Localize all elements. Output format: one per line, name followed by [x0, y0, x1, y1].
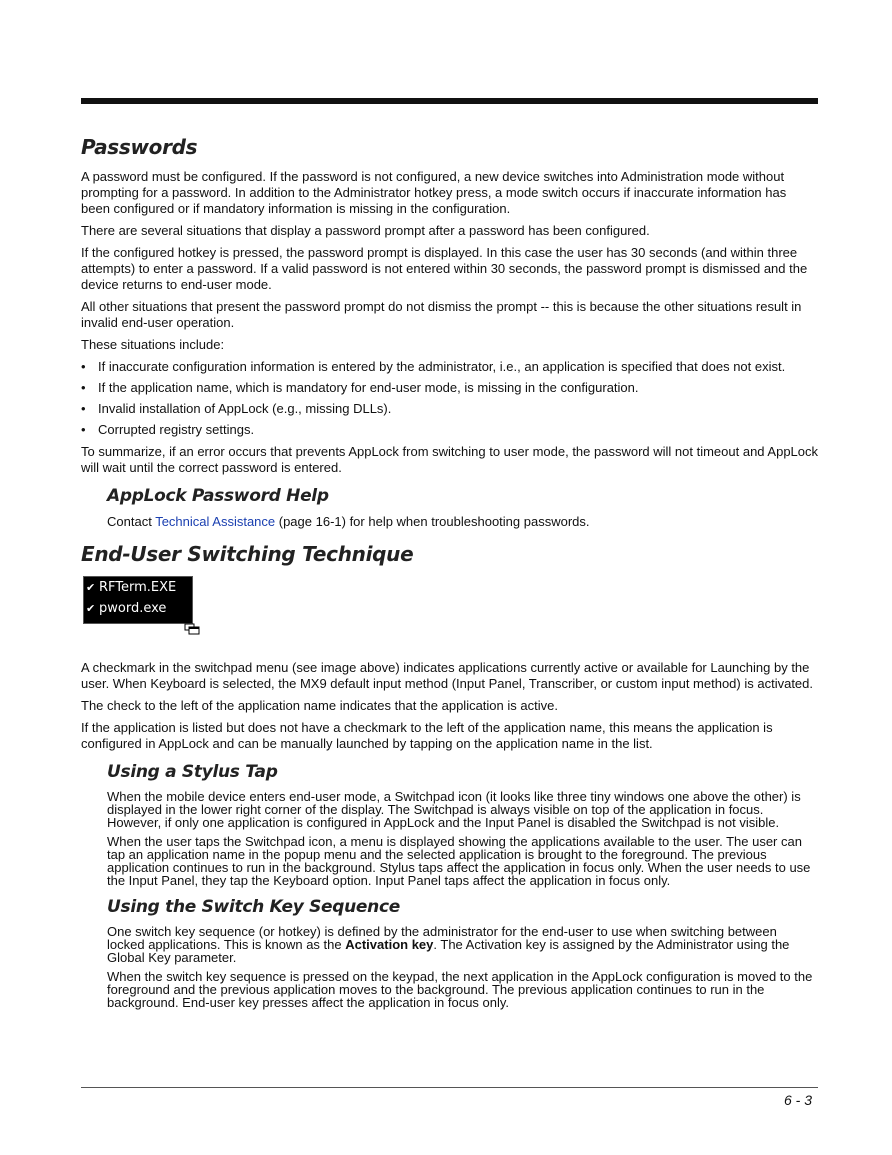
list-item: [81, 359, 818, 375]
page-number: 6 - 3: [783, 1092, 812, 1108]
bullet-icon: •: [81, 422, 86, 437]
heading-end-user-switching: End-User Switching Technique: [81, 542, 414, 566]
heading-passwords: Passwords: [81, 135, 198, 159]
switchpad-icon[interactable]: [184, 623, 200, 635]
passwords-paragraph-3: If the configured hotkey is pressed, the password prompt is displayed. In this case the user has 30 seconds (and within three attempts) to enter a password. If a valid password is not entered within 30 seconds, the password prompt is dismissed and the device returns to end-user mode.: [81, 245, 808, 292]
list-item-text: If the application name, which is mandatory for end-user mode, is missing in the configuration.: [98, 380, 639, 395]
checkmark-icon: ✔: [86, 602, 96, 615]
menu-item-label: RFTerm.EXE: [99, 580, 177, 595]
checkmark-icon: ✔: [86, 581, 96, 594]
menu-item-pword[interactable]: [84, 598, 192, 619]
switch-key-paragraph-1: One switch key sequence (or hotkey) is defined by the administrator for the end-user to use when switching between locked applications. This is known as the Activation key. The Activation key is assigned by the Administrator using the Global Key parameter.: [107, 924, 790, 965]
list-item-text: If inaccurate configuration information is entered by the administrator, i.e., an application is specified that does not exist.: [98, 359, 786, 374]
heading-using-stylus-tap: Using a Stylus Tap: [107, 762, 278, 782]
passwords-paragraph-2: There are several situations that display a password prompt after a password has been configured.: [81, 223, 650, 238]
list-item: [81, 401, 818, 417]
heading-using-switch-key-sequence: Using the Switch Key Sequence: [107, 897, 400, 917]
list-item: [81, 422, 818, 438]
end-user-paragraph-2: The check to the left of the application name indicates that the application is active.: [81, 698, 558, 713]
stylus-tap-paragraph-1: When the mobile device enters end-user mode, a Switchpad icon (it looks like three tiny windows one above the other) is displayed in the lower right corner of the display. The Switchpad is always visible on top of the application in focus. However, if only one application is configured in AppLock and the Input Panel is disabled the Switchpad is not visible.: [107, 789, 801, 830]
activation-key-term: Activation key: [345, 937, 434, 952]
passwords-paragraph-4: All other situations that present the password prompt do not dismiss the prompt -- this is because the other situations result in invalid end-user operation.: [81, 299, 802, 330]
heading-applock-password-help: AppLock Password Help: [107, 486, 329, 506]
list-item-text: Corrupted registry settings.: [98, 422, 255, 437]
situations-list: [81, 359, 818, 438]
stylus-tap-paragraph-2: When the user taps the Switchpad icon, a menu is displayed showing the applications available to the user. The user can tap an application name in the popup menu and the selected application is brought to the foreground. The previous application continues to run in the background. Stylus taps affect the application in focus only. When the user needs to use the Input Panel, they tap the Keyboard option. Input Panel taps affect the application in focus only.: [107, 834, 811, 888]
switchpad-menu: [83, 576, 193, 624]
header-rule: [81, 98, 818, 104]
passwords-paragraph-1: A password must be configured. If the password is not configured, a new device switches into Administration mode without prompting for a password. In addition to the Administrator hotkey press, a mode switch occurs if inaccurate information has been configured or if mandatory information is missing in the configuration.: [81, 169, 787, 216]
switchpad-menu-image: [83, 576, 213, 638]
menu-item-label: pword.exe: [99, 601, 167, 616]
end-user-paragraph-1: A checkmark in the switchpad menu (see image above) indicates applications currently active or available for Launching by the user. When Keyboard is selected, the MX9 default input method (Input Panel, Transcriber, or custom input method) is activated.: [81, 660, 813, 691]
switch-key-paragraph-2: When the switch key sequence is pressed on the keypad, the next application in the AppLock configuration is moved to the foreground and the previous application moves to the background. The previous application continues to run in the background. End-user key presses affect the application in focus only.: [107, 969, 813, 1010]
bullet-icon: •: [81, 401, 86, 416]
bullet-icon: •: [81, 380, 86, 395]
footer-rule: [81, 1087, 818, 1088]
end-user-paragraph-3: If the application is listed but does not have a checkmark to the left of the application name, this means the application is configured in AppLock and can be manually launched by tapping on the application name in the list.: [81, 720, 773, 751]
applock-help-paragraph: Contact Technical Assistance (page 16-1) for help when troubleshooting passwords.: [107, 514, 590, 529]
bullet-icon: •: [81, 359, 86, 374]
passwords-summary: To summarize, if an error occurs that prevents AppLock from switching to user mode, the password will not timeout and AppLock will wait until the correct password is entered.: [81, 444, 819, 475]
page-content: [81, 135, 818, 1015]
list-item-text: Invalid installation of AppLock (e.g., missing DLLs).: [98, 401, 392, 416]
passwords-paragraph-5: These situations include:: [81, 337, 225, 352]
menu-item-rfterm[interactable]: [84, 577, 192, 598]
technical-assistance-link[interactable]: Technical Assistance: [155, 514, 276, 529]
list-item: [81, 380, 818, 396]
